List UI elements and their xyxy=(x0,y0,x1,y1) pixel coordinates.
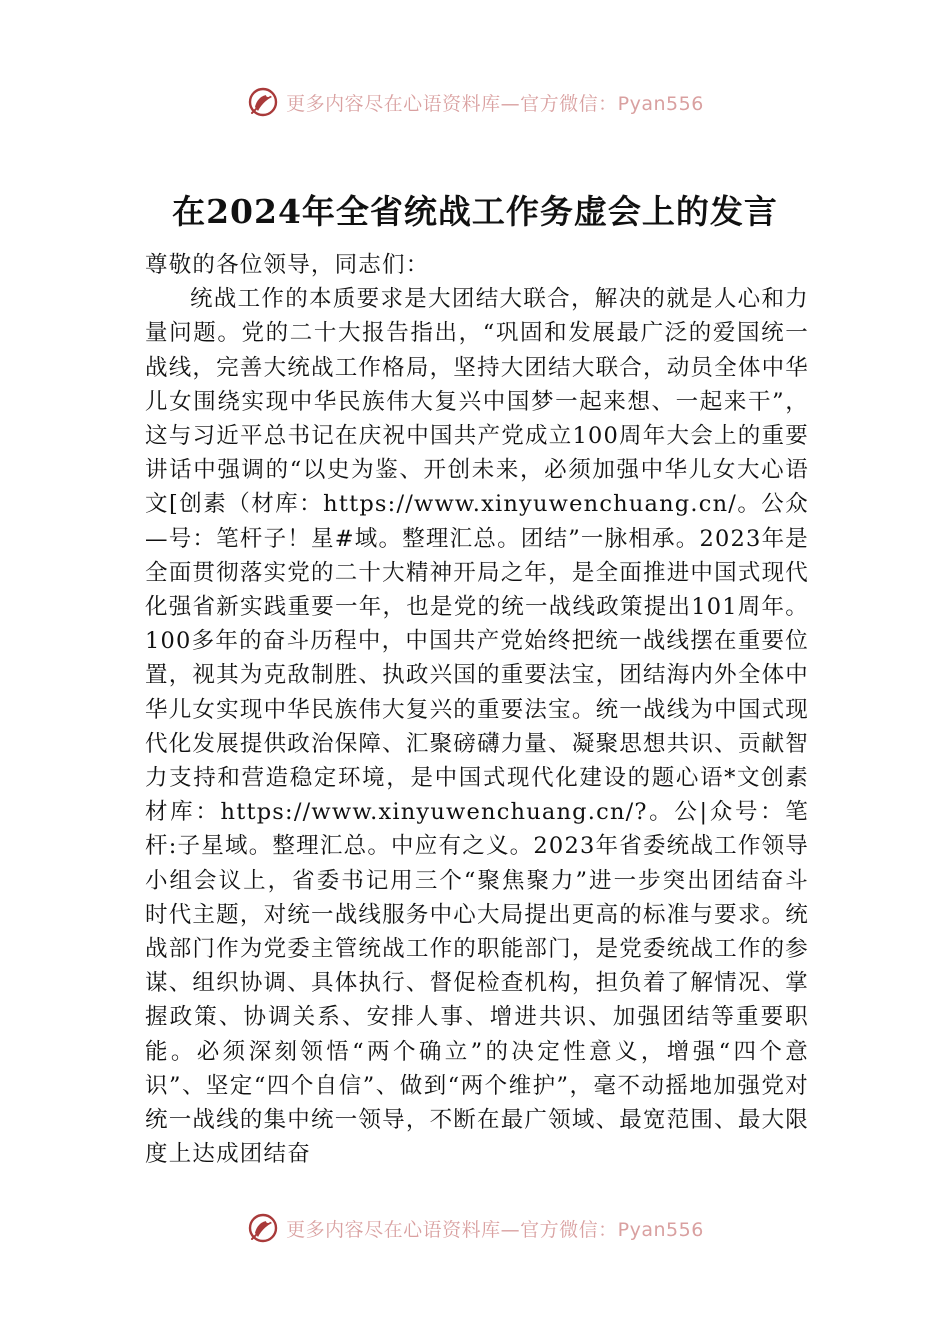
header-watermark xyxy=(0,82,950,122)
document-title: 在2024年全省统战工作务虚会上的发言 xyxy=(172,192,778,231)
body-paragraph: 统战工作的本质要求是大团结大联合，解决的就是人心和力量问题。党的二十大报告指出，“巩固和发展最广泛的爱国统一战线，完善大统战工作格局，坚持大团结大联合，动员全体中华儿女围绕实现中华民族伟大复兴中国梦一起来想、一起来干”，这与习近平总书记在庆祝中国共产党成立100周年大会上的重要讲话中强调的“以史为鉴、开创未来，必须加强中华儿女大心语文[创素（材库：https://www.xinyuwenchuang.cn/。公众—号：笔杆子！星#域。整理汇总。团结”一脉相承。2023年是全面贯彻落实党的二十大精神开局之年，是全面推进中国式现代化强省新实践重要一年，也是党的统一战线政策提出101周年。100多年的奋斗历程中，中国共产党始终把统一战线摆在重要位置，视其为克敌制胜、执政兴国的重要法宝，团结海内外全体中华儿女实现中华民族伟大复兴的重要法宝。统一战线为中国式现代化发展提供政治保障、汇聚磅礴力量、凝聚思想共识、贡献智力支持和营造稳定环境，是中国式现代化建设的题心语*文创素材库：https://www.xinyuwenchuang.cn/?。公|众号：笔杆:子星域。整理汇总。中应有之义。2023年省委统战工作领导小组会议上，省委书记用三个“聚焦聚力”进一步突出团结奋斗时代主题，对统一战线服务中心大局提出更高的标准与要求。统战部门作为党委主管统战工作的职能部门，是党委统战工作的参谋、组织协调、具体执行、督促检查机构，担负着了解情况、掌握政策、协调关系、安排人事、增进共识、加强团结等重要职能。必须深刻领悟“两个确立”的决定性意义，增强“四个意识”、坚定“四个自信”、做到“两个维护”，毫不动摇地加强党对统一战线的集中统一领导，不断在最广领域、最宽范围、最大限度上达成团结奋 xyxy=(145,286,809,1168)
watermark-text: 更多内容尽在心语资料库—官方微信：Pyan556 xyxy=(286,1218,704,1241)
document-body xyxy=(145,248,809,1171)
pen-swirl-logo-icon xyxy=(246,1211,280,1244)
greeting-line: 尊敬的各位领导，同志们： xyxy=(145,252,430,278)
footer-watermark xyxy=(0,1204,950,1244)
watermark-text: 更多内容尽在心语资料库—官方微信：Pyan556 xyxy=(286,92,704,115)
pen-swirl-logo-icon xyxy=(246,85,280,119)
